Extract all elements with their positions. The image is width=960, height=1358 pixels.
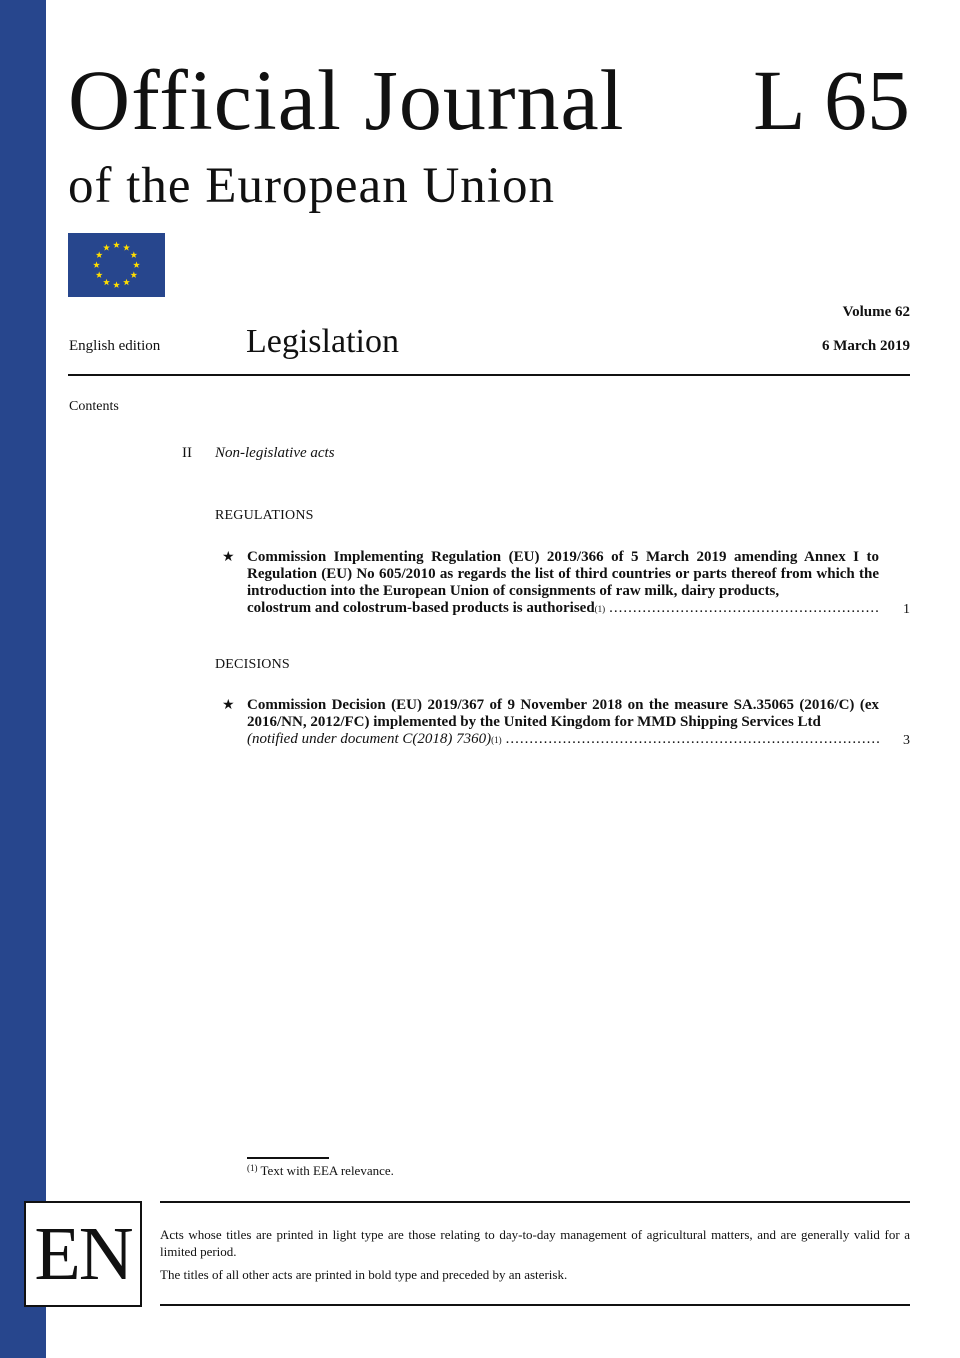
issue-number: L 65 [753, 52, 910, 148]
journal-title: Official Journal [68, 52, 625, 148]
footer-divider-top [160, 1201, 910, 1203]
entry-title: Commission Implementing Regulation (EU) 2019/366 of 5 March 2019 amending Annex I to Regulation (EU) No 605/2010 as regards the list of third countries or parts thereof from which the introduction into the European Union of consignments of raw milk, dairy products, [247, 549, 879, 599]
issue-date: 6 March 2019 [821, 338, 910, 354]
footnote [247, 1163, 394, 1179]
asterisk-icon: ★ [222, 550, 235, 565]
footnote-ref[interactable]: (1) [491, 735, 502, 745]
page-number[interactable]: 1 [903, 602, 910, 617]
section-heading-decisions: DECISIONS [215, 657, 290, 672]
language-code-box [24, 1201, 142, 1307]
footer-divider-bottom [160, 1304, 910, 1306]
dot-leader [609, 600, 879, 617]
footnote-marker: (1) [247, 1163, 258, 1173]
section-heading-regulations: REGULATIONS [215, 508, 314, 523]
entry-last-line [247, 731, 879, 749]
page-number[interactable]: 3 [903, 733, 910, 748]
edition-color-band [0, 0, 46, 1358]
entry-title: Commission Decision (EU) 2019/367 of 9 November 2018 on the measure SA.35065 (2016/C) (ex 2016/NN, 2012/FC) implemented by the United Kingdom for MMD Shipping Services Ltd [247, 697, 879, 730]
language-code: EN [34, 1212, 132, 1296]
contents-entry-decision[interactable] [247, 697, 879, 749]
edition-label: English edition [69, 338, 161, 354]
footnote-ref[interactable]: (1) [594, 604, 606, 614]
entry-notification: (notified under document C(2018) 7360) [247, 731, 492, 747]
header-divider [68, 374, 910, 376]
contents-entry-regulation[interactable] [247, 549, 879, 618]
part-title: Non-legislative acts [215, 445, 335, 461]
footer-note-light-type: Acts whose titles are printed in light type are those relating to day-to-day management of agricultural matters, and are generally valid for a limited period. [160, 1227, 910, 1259]
entry-last-line [247, 600, 879, 618]
journal-subtitle: of the European Union [68, 158, 555, 214]
footnote-divider [247, 1157, 329, 1159]
dot-leader [506, 731, 879, 748]
asterisk-icon: ★ [222, 698, 235, 713]
footer-note-bold-type: The titles of all other acts are printed in bold type and preceded by an asterisk. [160, 1267, 568, 1282]
volume-label: Volume 62 [842, 304, 910, 320]
entry-title-end: colostrum and colostrum-based products is authorised [247, 600, 595, 616]
part-number: II [182, 445, 192, 461]
eu-flag-icon [68, 233, 165, 297]
series-title: Legislation [246, 323, 399, 360]
footnote-text: Text with EEA relevance. [260, 1163, 394, 1178]
contents-label: Contents [69, 399, 119, 414]
